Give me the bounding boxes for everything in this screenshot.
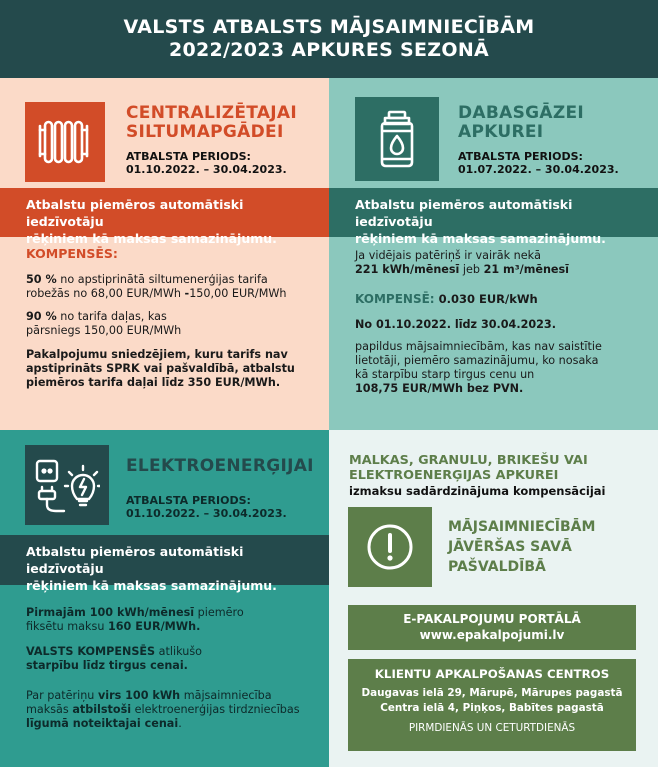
portal-link[interactable]: www.epakalpojumi.lv bbox=[419, 628, 565, 642]
gas-extra-line3: kā starpību starp tirgus cenu un bbox=[355, 368, 535, 381]
client-service-centers-box bbox=[348, 659, 636, 751]
central-band-line2: rēķiniem kā maksas samazinājumu. bbox=[26, 231, 277, 246]
electricity-auto-apply-band bbox=[0, 535, 329, 593]
gas-extra-line4: 108,75 EUR/MWh bez PVN. bbox=[355, 382, 524, 395]
electricity-state-comp-remaining: atlikušo bbox=[155, 645, 203, 658]
central-period bbox=[126, 150, 287, 176]
central-title-line2: SILTUMAPGĀDEI bbox=[126, 122, 284, 142]
electricity-over-contract: elektroenerģijas tirdzniecības bbox=[131, 703, 300, 716]
electricity-first-100-kwh: Pirmajām 100 kWh/mēnesī bbox=[26, 606, 195, 619]
central-note-line1: Pakalpojumu sniedzējiem, kuru tarifs nav bbox=[26, 348, 288, 361]
central-50-value: 50 % bbox=[26, 273, 57, 286]
gas-band-line1: Atbalstu piemēros automātiski iedzīvotāju bbox=[355, 197, 573, 229]
electricity-over-price: līgumā noteiktajai cenai bbox=[26, 717, 179, 730]
central-50-text: no apstiprinātā siltumenerģijas tarifa bbox=[56, 273, 268, 286]
electricity-period-label: ATBALSTA PERIODS: bbox=[126, 494, 251, 507]
central-90-text: no tarifa daļas, kas bbox=[56, 310, 167, 323]
gas-band-line2: rēķiniem kā maksas samazinājumu. bbox=[355, 231, 606, 246]
center-address-2: Centra ielā 4, Piņķos, Babītes pagastā bbox=[380, 702, 604, 714]
gas-title-line1: DABASGĀZEI bbox=[458, 103, 585, 123]
plug-bulb-icon bbox=[25, 445, 109, 525]
electricity-first-100-apply: piemēro bbox=[194, 606, 244, 619]
electricity-title: ELEKTROENERĢIJAI bbox=[126, 456, 314, 476]
central-90-line2: pārsniegs 150,00 EUR/MWh bbox=[26, 324, 182, 337]
callout-line1: MĀJSAIMNIECĪBĀM bbox=[448, 519, 596, 535]
electricity-over-pays: maksās bbox=[26, 703, 73, 716]
electricity-period-dates: 01.10.2022. – 30.04.2023. bbox=[126, 507, 287, 520]
firewood-title-line1: MALKAS, GRANULU, BRIKEŠU VAI bbox=[349, 453, 588, 468]
electricity-band-line2: rēķiniem kā maksas samazinājumu. bbox=[26, 578, 277, 593]
firewood-title bbox=[349, 453, 588, 483]
portal-title: E-PAKALPOJUMU PORTĀLĀ bbox=[403, 612, 581, 626]
electricity-state-comp bbox=[26, 645, 326, 673]
radiator-icon bbox=[25, 102, 105, 182]
gas-cond-or: jeb bbox=[459, 263, 484, 276]
electricity-over-100 bbox=[26, 689, 326, 731]
gas-komp-value: 0.030 EUR/kWh bbox=[434, 292, 538, 306]
page-title-line1: VALSTS ATBALSTS MĀJSAIMNIECĪBĀM bbox=[123, 16, 535, 38]
gas-extra-line1: papildus mājsaimniecībām, kas nav saistītie bbox=[355, 340, 602, 353]
exclamation-icon bbox=[348, 507, 432, 587]
central-50-range-a: robežās no 68,00 EUR/MWh bbox=[26, 287, 185, 300]
central-90-value: 90 % bbox=[26, 310, 57, 323]
central-period-label: ATBALSTA PERIODS: bbox=[126, 150, 251, 163]
central-heating-title bbox=[126, 104, 297, 142]
gas-komp-label: KOMPENSĒ: bbox=[355, 292, 435, 306]
electricity-first-100 bbox=[26, 606, 326, 634]
callout-line3: PAŠVALDĪBĀ bbox=[448, 559, 546, 575]
electricity-band-line1: Atbalstu piemēros automātiski iedzīvotāju bbox=[26, 544, 244, 576]
electricity-over-dot: . bbox=[178, 717, 182, 730]
gas-period bbox=[458, 150, 619, 176]
gas-heating-title bbox=[458, 104, 584, 142]
electricity-fixed-price: 160 EUR/MWh. bbox=[107, 620, 201, 633]
central-title-line1: CENTRALIZĒTAJAI bbox=[126, 103, 297, 123]
gas-extra bbox=[355, 340, 655, 396]
e-services-portal-box bbox=[348, 605, 636, 650]
gas-cond-kwh: 221 kWh/mēnesī bbox=[355, 263, 460, 276]
gas-period-dates: 01.07.2022. – 30.04.2023. bbox=[458, 163, 619, 176]
electricity-fixed-price-label: fiksētu maksu bbox=[26, 620, 108, 633]
central-note-line3: piemēros tarifa daļai līdz 350 EUR/MWh. bbox=[26, 376, 281, 389]
central-band-line1: Atbalstu piemēros automātiski iedzīvotāju bbox=[26, 197, 244, 229]
center-address-1: Daugavas ielā 29, Mārupē, Mārupes pagastā bbox=[361, 687, 623, 699]
firewood-subtitle: izmaksu sadārdzinājuma kompensācijai bbox=[349, 484, 606, 498]
central-note bbox=[26, 348, 326, 390]
gas-condition bbox=[355, 249, 655, 277]
central-50-percent bbox=[26, 273, 326, 301]
electricity-over-c: mājsaimniecība bbox=[180, 689, 272, 702]
gas-cylinder-icon bbox=[355, 97, 439, 181]
electricity-state-comp-line2: starpību līdz tirgus cenai. bbox=[26, 659, 188, 672]
electricity-over-a: Par patēriņu bbox=[26, 689, 98, 702]
electricity-over-accordingly: atbilstoši bbox=[72, 703, 132, 716]
central-komp-label: KOMPENSĒS: bbox=[26, 246, 118, 261]
electricity-period bbox=[126, 494, 287, 520]
central-50-dash: - bbox=[184, 287, 190, 300]
gas-dates: No 01.10.2022. līdz 30.04.2023. bbox=[355, 318, 556, 331]
gas-auto-apply-band bbox=[329, 188, 658, 246]
page-title-line2: 2022/2023 APKURES SEZONĀ bbox=[168, 39, 490, 61]
contact-municipality-callout bbox=[448, 517, 595, 577]
gas-title-line2: APKUREI bbox=[458, 122, 544, 142]
center-days: PIRMDIENĀS UN CETURTDIENĀS bbox=[408, 722, 576, 734]
electricity-state-comp-label: VALSTS KOMPENSĒS bbox=[26, 645, 156, 658]
header bbox=[0, 0, 658, 78]
central-period-dates: 01.10.2022. – 30.04.2023. bbox=[126, 163, 287, 176]
electricity-over-kwh: virs 100 kWh bbox=[97, 689, 181, 702]
gas-extra-line2: lietotāji, piemēro samazinājumu, ko nosaka bbox=[355, 354, 599, 367]
central-50-range-b: 150,00 EUR/MWh bbox=[189, 287, 287, 300]
central-auto-apply-band bbox=[0, 188, 329, 246]
centers-title: KLIENTU APKALPOŠANAS CENTROS bbox=[374, 667, 610, 681]
gas-period-label: ATBALSTA PERIODS: bbox=[458, 150, 583, 163]
gas-cond-line1: Ja vidējais patēriņš ir vairāk nekā bbox=[355, 249, 541, 262]
central-90-percent bbox=[26, 310, 326, 338]
central-note-line2: apstiprināts SPRK vai pašvaldībā, atbalstu bbox=[26, 362, 295, 375]
gas-komp bbox=[355, 292, 538, 306]
firewood-title-line2: ELEKTROENERĢIJAS APKUREI bbox=[349, 468, 559, 483]
callout-line2: JĀVĒRŠAS SAVĀ bbox=[448, 539, 572, 555]
gas-cond-m3: 21 m³/mēnesī bbox=[483, 263, 569, 276]
